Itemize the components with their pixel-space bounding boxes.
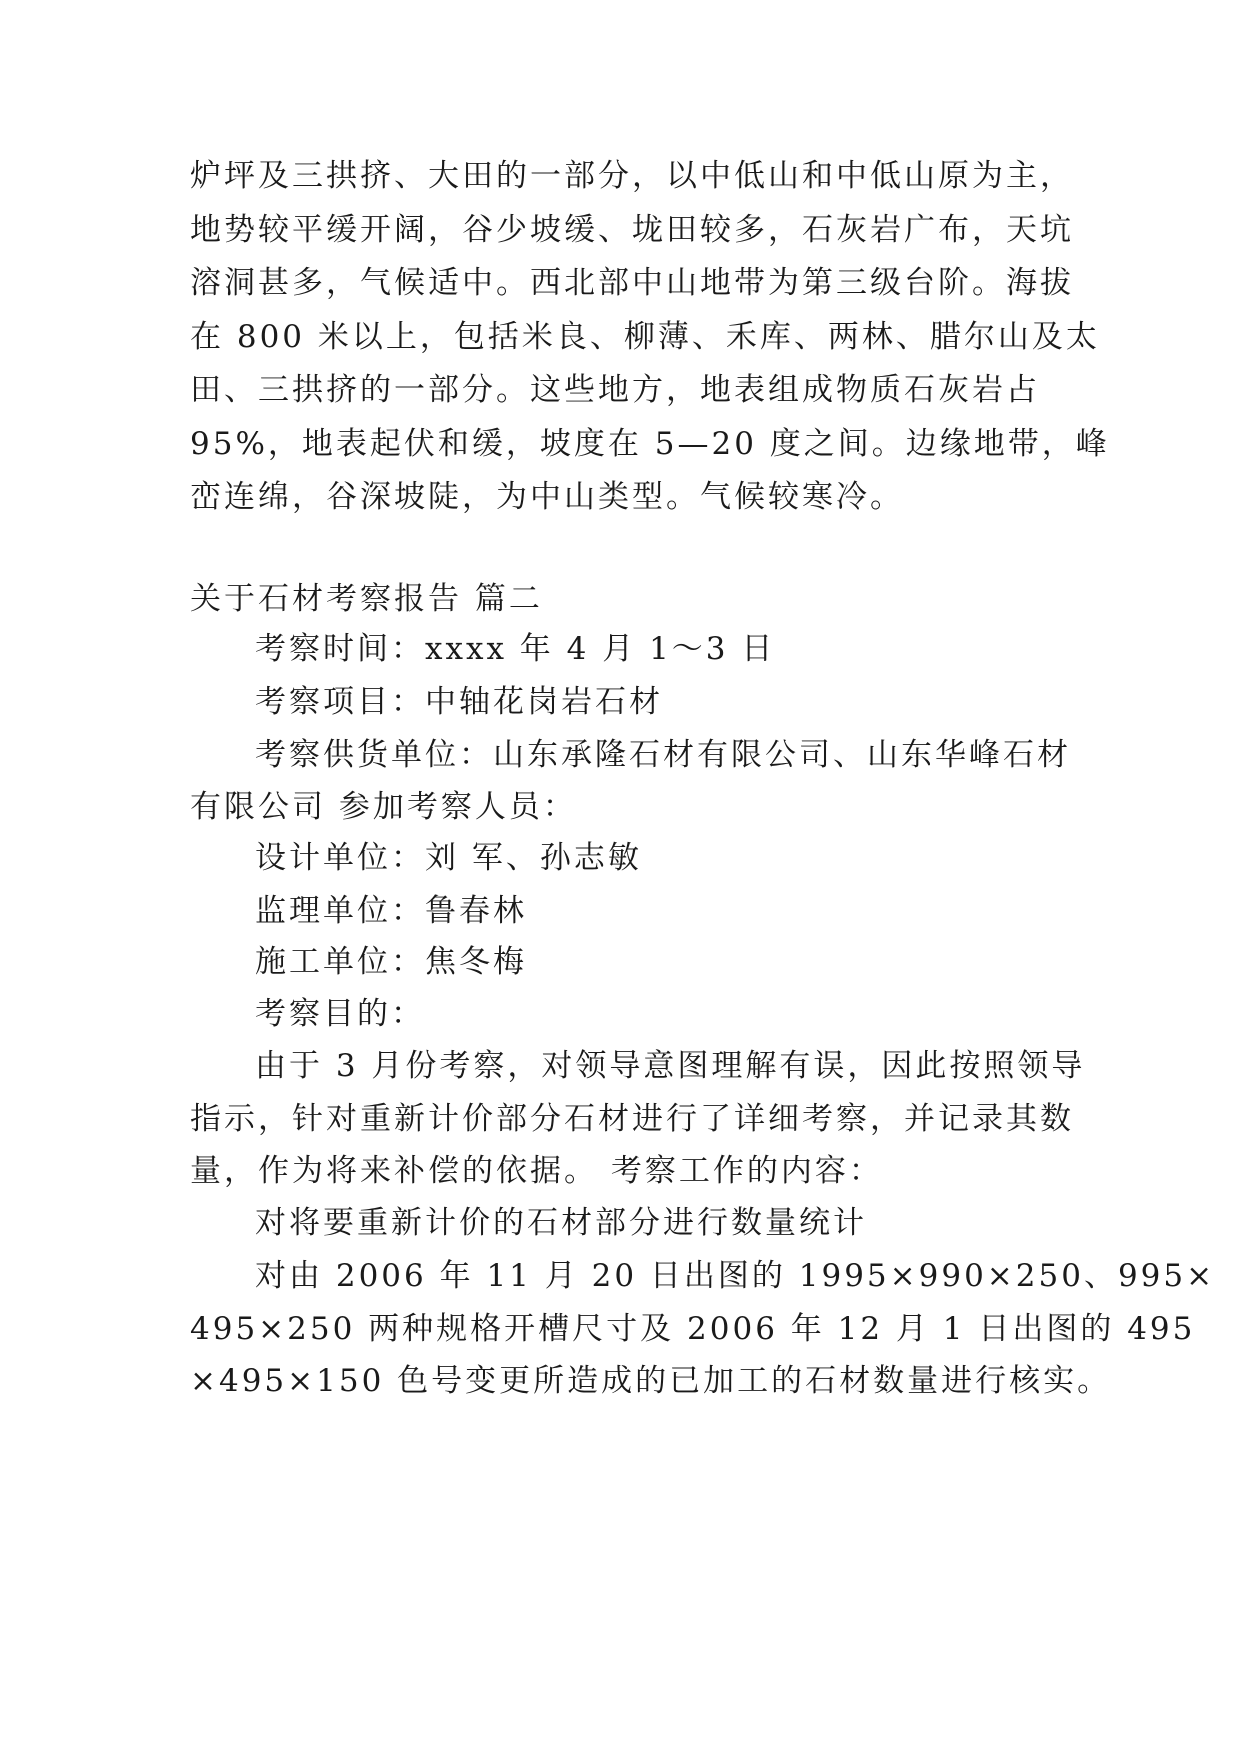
purpose-line: 指示，针对重新计价部分石材进行了详细考察，并记录其数 [190,1101,1074,1137]
inspection-item: 考察项目：中轴花岗岩石材 [255,684,663,720]
inspection-time: 考察时间：xxxx 年 4 月 1～3 日 [255,631,776,667]
detail-line: 对由 2006 年 11 月 20 日出图的 1995×990×250、995× [255,1258,1216,1294]
purpose-label: 考察目的： [255,996,425,1032]
detail-line: ×495×150 色号变更所造成的已加工的石材数量进行核实。 [190,1363,1112,1399]
purpose-line: 量，作为将来补偿的依据。 考察工作的内容： [190,1153,883,1189]
paragraph-line: 95%，地表起伏和缓，坡度在 5—20 度之间。边缘地带，峰 [190,426,1110,462]
supplier-line: 考察供货单位：山东承隆石材有限公司、山东华峰石材 [255,737,1071,773]
supplier-line: 有限公司 参加考察人员： [190,789,577,825]
design-unit: 设计单位：刘 军、孙志敏 [255,840,642,876]
section-heading: 关于石材考察报告 篇二 [190,581,543,617]
paragraph-line: 地势较平缓开阔，谷少坡缓、垅田较多，石灰岩广布，天坑 [190,212,1074,248]
statistics-line: 对将要重新计价的石材部分进行数量统计 [255,1205,867,1241]
detail-line: 495×250 两种规格开槽尺寸及 2006 年 12 月 1 日出图的 495 [190,1311,1196,1347]
paragraph-line: 溶洞甚多，气候适中。西北部中山地带为第三级台阶。海拔 [190,265,1074,301]
paragraph-line: 田、三拱挤的一部分。这些地方，地表组成物质石灰岩占 [190,372,1040,408]
paragraph-line: 在 800 米以上，包括米良、柳薄、禾库、两林、腊尔山及太 [190,319,1100,355]
paragraph-line: 峦连绵，谷深坡陡，为中山类型。气候较寒冷。 [190,479,904,515]
supervision-unit: 监理单位：鲁春林 [255,893,527,929]
purpose-line: 由于 3 月份考察，对领导意图理解有误，因此按照领导 [255,1048,1086,1084]
paragraph-line: 炉坪及三拱挤、大田的一部分，以中低山和中低山原为主， [190,158,1074,194]
construction-unit: 施工单位：焦冬梅 [255,944,527,980]
